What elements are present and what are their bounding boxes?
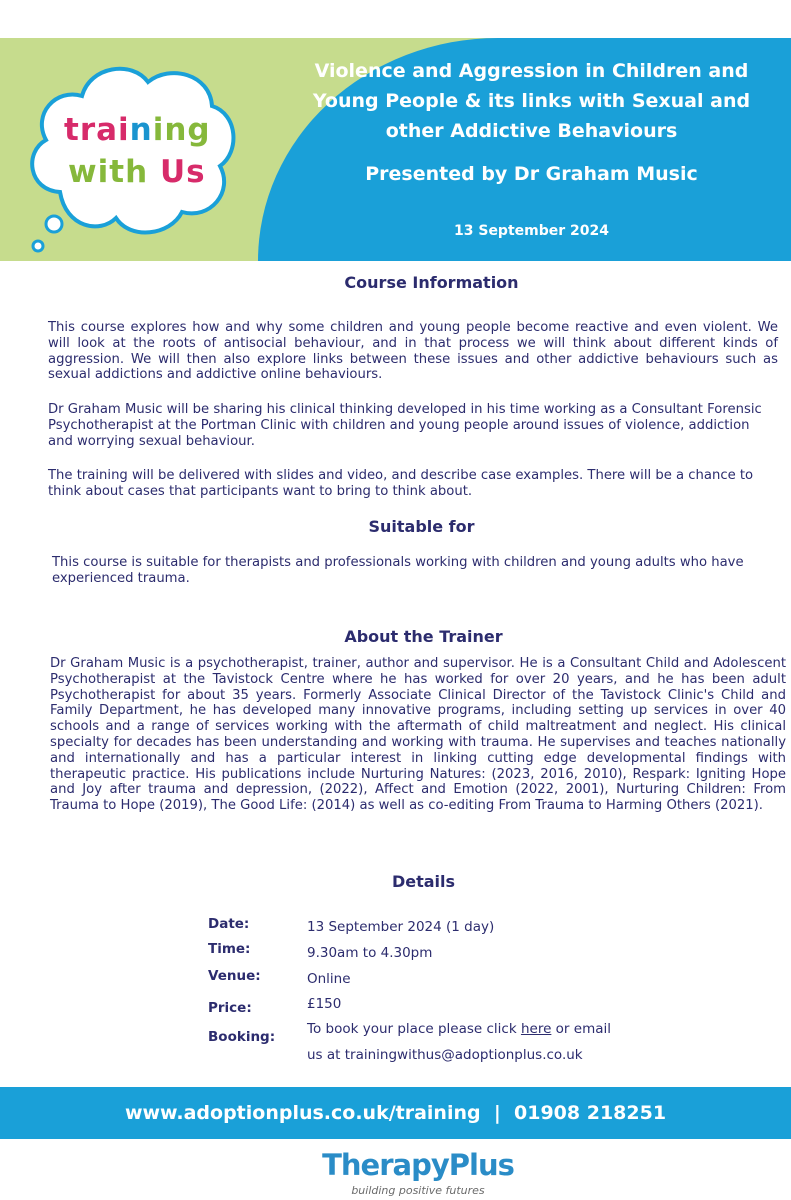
- course-info-paragraph: Dr Graham Music will be sharing his clinical thinking developed in his time working as a Consultant Forensic Psychotherapist at the Portman Clinic with children and young people around issues of violence, addiction and worrying sexual behaviour.: [48, 402, 762, 449]
- price-value: £150: [307, 996, 342, 1012]
- logo-text: with: [68, 154, 160, 190]
- booking-text: To book your place please click: [307, 1021, 521, 1037]
- booking-text: or email: [551, 1021, 611, 1037]
- price-label: Price:: [208, 1000, 252, 1016]
- course-title: [272, 56, 791, 146]
- booking-here-link[interactable]: here: [520, 1021, 552, 1037]
- venue-value: Online: [307, 971, 351, 987]
- logo-text: n: [129, 112, 153, 148]
- footer-contact[interactable]: www.adoptionplus.co.uk/training | 01908 218251: [124, 1102, 667, 1124]
- course-info-paragraph: The training will be delivered with slides and video, and describe case examples. There will be a chance to think about cases that participants want to bring to think about.: [48, 468, 754, 499]
- booking-line-1: [307, 1021, 611, 1037]
- trainer-text: Dr Graham Music is a psychotherapist, trainer, author and supervisor. He is a Consultant Child and Adolescent Psychotherapist at the Tavistock Centre where he has worked for over 20 years, and he has been adult Psychotherapist for about 35 years. Formerly Associate Clinical Director of the Tavistock Clinic's Child and Family Department, he has developed many innovative programs, including setting up services in over 40 schools and a range of services working with the aftermath of child maltreatment and neglect. His clinical specialty for decades has been understanding and working with trauma. He supervises and teaches nationally and internationally and has a particular interest in linking cutting edge developmental findings with therapeutic practice. His publications include Nurturing Natures: (2023, 2016, 2010), Respark: Igniting Hope and Joy after trauma and depression, (2022), Affect and Emotion (2022, 2001), Nurturing Children: From Trauma to Hope (2019), The Good Life: (2014) as well as co-editing From Trauma to Harming Others (2021).: [50, 656, 786, 814]
- header-text: [272, 56, 791, 239]
- suitable-text: This course is suitable for therapists and professionals working with children and young adults who have experienced trauma.: [52, 555, 744, 586]
- title-line: other Addictive Behaviours: [385, 120, 678, 142]
- logo-text: ing: [152, 112, 211, 148]
- footer-contact-bar: [0, 1087, 791, 1139]
- trainer-heading: About the Trainer: [344, 627, 503, 646]
- time-label: Time:: [208, 941, 251, 957]
- presenter: Presented by Dr Graham Music: [365, 163, 698, 185]
- venue-label: Venue:: [208, 968, 261, 984]
- logo-text: trai: [64, 112, 130, 148]
- booking-email[interactable]: us at trainingwithus@adoptionplus.co.uk: [307, 1047, 583, 1063]
- title-line: Violence and Aggression in Children and: [314, 60, 749, 82]
- therapyplus-logo: TherapyPlus: [322, 1148, 514, 1182]
- suitable-heading: Suitable for: [368, 517, 475, 536]
- header-date: 13 September 2024: [454, 223, 609, 239]
- title-line: Young People & its links with Sexual and: [312, 90, 751, 112]
- booking-label: Booking:: [208, 1029, 276, 1045]
- logo-text: Us: [159, 154, 206, 190]
- course-info-paragraph: This course explores how and why some children and young people become reactive and even violent. We will look at the roots of antisocial behaviour, and in that process we will think about different kinds of aggression. We will then also explore links between these issues and other addictive behaviours such as sexual addictions and addictive online behaviours.: [48, 320, 778, 383]
- details-heading: Details: [391, 872, 456, 891]
- date-value: 13 September 2024 (1 day): [307, 919, 495, 935]
- time-value: 9.30am to 4.30pm: [307, 945, 433, 961]
- date-label: Date:: [208, 916, 250, 932]
- logo-word-training: [64, 112, 211, 148]
- course-info-heading: Course Information: [344, 273, 519, 292]
- training-with-us-logo: [20, 52, 240, 262]
- logo-word-with-us: [68, 154, 206, 190]
- brand-tagline: building positive futures: [351, 1184, 485, 1197]
